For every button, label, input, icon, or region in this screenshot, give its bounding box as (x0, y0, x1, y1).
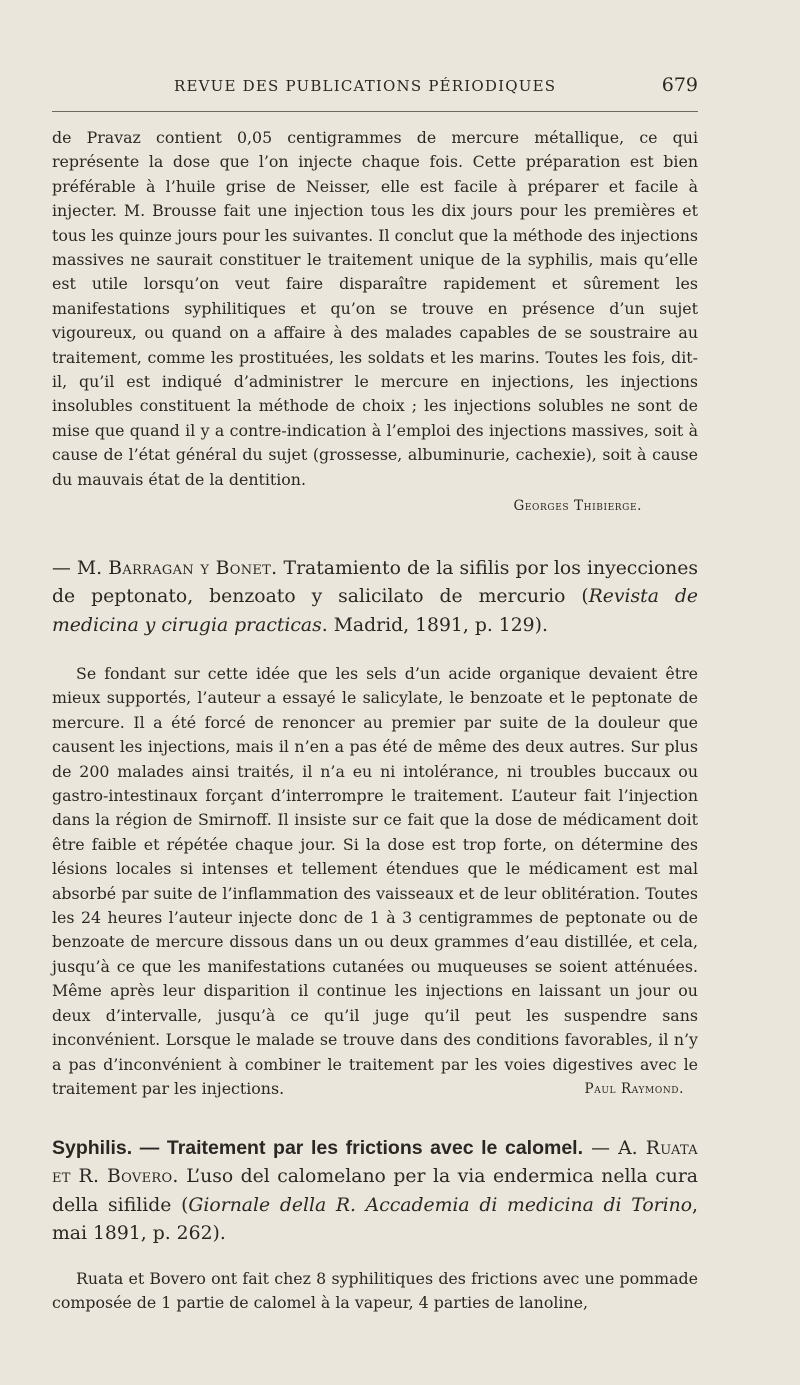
entry-journal: Giornale della R. Accademia di medicina di Torino (188, 1194, 693, 1216)
entry-title: Tratamiento de la sifilis por los inyecciones de peptonato, benzoato y salicilato de mercurio ( (52, 557, 699, 607)
barragan-paragraph: Se fondant sur cette idée que les sels d’un acide organique devaient être mieux supportés, l’auteur a essayé le salicylate, le benzoate et le peptonate de mercure. Il a été forcé de renoncer au premier par suite de la douleur que causent les injections, mais il n’en a pas été de même des deux autres. Sur plus de 200 malades ainsi traités, il n’a eu ni intolérance, ni troubles buccaux ou gastro-intestinaux forçant d’interrompre le traitement. L’auteur fait l’injection dans la région de Smirnoff. Il insiste sur ce fait que la dose de médicament doit être faible et répétée chaque jour. Si la dose est trop forte, on détermine des lésions locales si intenses et tellement étendues que le médicament est mal absorbé par suite de l’inflammation des vaisseaux et de leur oblitération. Toutes les 24 heures l’auteur injecte donc de 1 à 3 centigrammes de peptonate ou de benzoate de mercure dissous dans un ou deux grammes d’eau distillée, et cela, jusqu’à ce que les manifestations cutanées ou muqueuses se soient atténuées. Même après leur disparition il continue les injections en laissant un jour ou deux d’intervalle, jusqu’à ce qu’il juge qu’il peut les suspendre sans inconvénient. Lorsque le malade se trouve dans des conditions favorables, il n’y a pas d’inconvénient à combiner le traitement par les voies digestives avec le traitement par les injections. (52, 664, 698, 1098)
page-number: 679 (661, 74, 698, 96)
entry-citation: , mai 1891, p. 262). (52, 1194, 698, 1245)
entry-authors: Barragan y Bonet. (108, 557, 278, 579)
section-heading: Syphilis. — Traitement par les frictions avec le calomel. (52, 1136, 584, 1159)
entry-title: L’uso del calomelano per la via endermica nella cura della sifilide ( (52, 1166, 698, 1216)
running-title: REVUE DES PUBLICATIONS PÉRIODIQUES (174, 77, 557, 95)
entry-citation: . Madrid, 1891, p. 129). (321, 614, 548, 636)
entry-dash: — A. (591, 1137, 638, 1159)
entry-ruata (52, 1134, 698, 1249)
body-text (52, 126, 698, 1316)
signature-thibierge: Georges Thibierge. (513, 498, 642, 515)
entry-dash: — M. (52, 557, 103, 579)
entry-authors: Ruata et R. Bovero. (52, 1137, 698, 1188)
entry-journal: Revista de medicina y cirugia practicas (52, 586, 698, 636)
page-header (52, 72, 698, 102)
header-rule (52, 111, 698, 112)
entry-barragan (52, 555, 698, 641)
signature-raymond: Paul Raymond. (584, 1081, 684, 1098)
brousse-paragraph: de Pravaz contient 0,05 centigrammes de mercure métallique, ce qui représente la dose que l’on injecte chaque fois. Cette préparation est bien préférable à l’huile grise de Neisser, elle est facile à préparer et facile à injecter. M. Brousse fait une injection tous les dix jours pour les premières et tous les quinze jours pour les suivantes. Il conclut que la méthode des injections massives ne saurait constituer le traitement unique de la syphilis, mais qu’elle est utile lorsqu’on veut faire disparaître rapidement et sûrement les manifestations syphilitiques et qu’on se trouve en présence d’un sujet vigoureux, ou quand on a affaire à des malades capables de se soustraire au traitement, comme les prostituées, les soldats et les marins. Toutes les fois, dit-il, qu’il est indiqué d’administrer le mercure en injections, les injections insolubles constituent la méthode de choix ; les injections solubles ne sont de mise que quand il y a contre-indication à l’emploi des injections massives, soit à cause de l’état général du sujet (grossesse, albuminurie, cachexie), soit à cause du mauvais état de la dentition. (52, 128, 698, 489)
ruata-paragraph: Ruata et Bovero ont fait chez 8 syphilitiques des frictions avec une pommade composée de 1 partie de calomel à la vapeur, 4 parties de lanoline, (52, 1268, 698, 1313)
